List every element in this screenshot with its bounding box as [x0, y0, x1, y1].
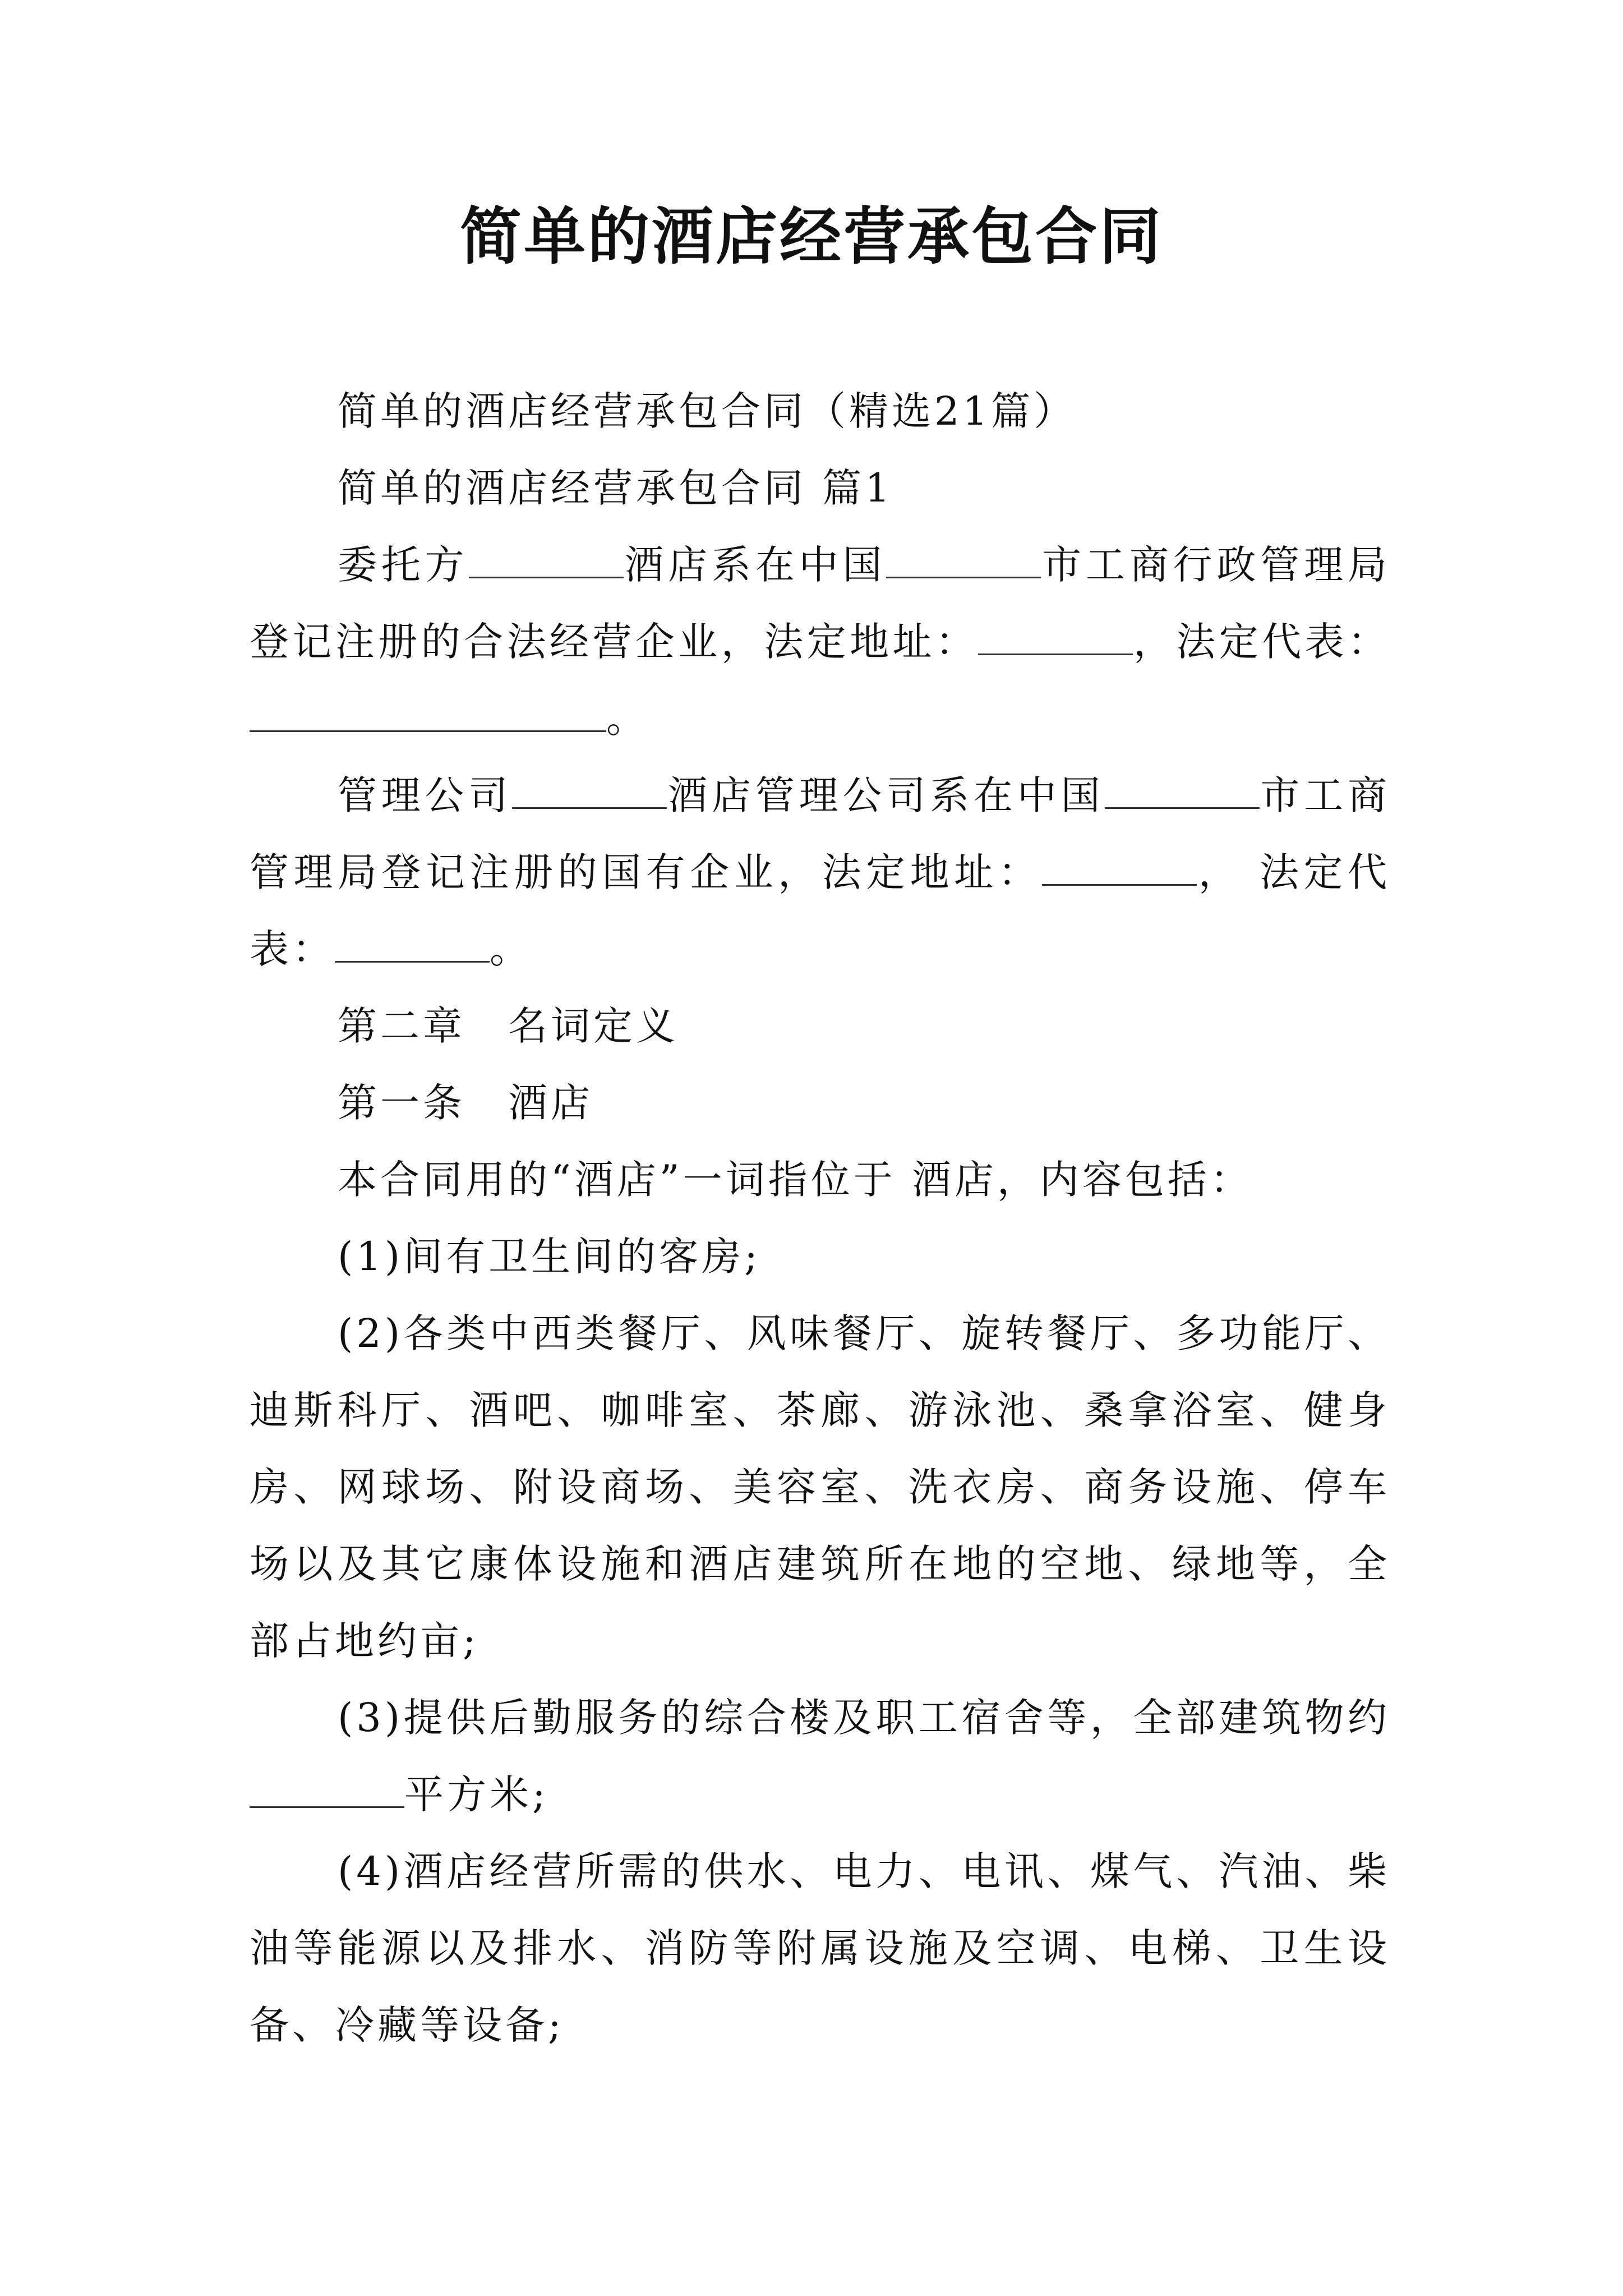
- text-segment: 。: [490, 926, 532, 972]
- paragraph-item-2: (2)各类中西类餐厅、风味餐厅、旋转餐厅、多功能厅、迪斯科厅、酒吧、咖啡室、茶廊、游泳池、桑拿浴室、健身房、网球场、附设商场、美容室、洗衣房、商务设施、停车场以及其它康体设施和酒店建筑所在地的空地、绿地等，全部占地约亩;: [250, 1310, 1390, 1664]
- blank-line: [512, 772, 667, 809]
- text-segment: 平方米;: [404, 1772, 549, 1818]
- paragraph-definition: 本合同用的“酒店”一词指位于 酒店，内容包括：: [338, 1157, 1253, 1203]
- blank-line: [250, 1772, 404, 1808]
- paragraph-item-1: (1)间有卫生间的客房;: [338, 1234, 761, 1280]
- blank-line: [469, 542, 624, 578]
- paragraph-subtitle: 简单的酒店经营承包合同（精选21篇）: [338, 388, 1077, 434]
- paragraph-item-4: (4)酒店经营所需的供水、电力、电讯、煤气、汽油、柴油等能源以及排水、消防等附属设施及空调、电梯、卫生设备、冷藏等设备;: [250, 1848, 1390, 2048]
- document-title: 简单的酒店经营承包合同: [460, 200, 1163, 273]
- text-segment: 委托方: [338, 542, 469, 588]
- paragraph-management-company: [250, 757, 1390, 988]
- blank-line: [886, 542, 1041, 578]
- blank-line: [1042, 849, 1197, 886]
- document-body: [250, 373, 1390, 2064]
- text-segment: 酒店系在中国: [623, 542, 887, 588]
- paragraph-item-3: [250, 1680, 1390, 1833]
- text-segment: 市工商行政管理局登记注册的合法经营企业，法定地址：: [250, 542, 1391, 665]
- text-segment: 管理公司: [338, 772, 513, 818]
- blank-line: [978, 619, 1133, 655]
- paragraph-section-heading: 简单的酒店经营承包合同 篇1: [338, 465, 893, 511]
- text-segment: (3)提供后勤服务的综合楼及职工宿舍等，全部建筑物约: [338, 1695, 1390, 1741]
- blank-line: [250, 696, 606, 732]
- paragraph-article-heading: 第一条 酒店: [338, 1080, 593, 1126]
- text-segment: ， 法定代表：: [250, 849, 1390, 972]
- paragraph-client: [250, 527, 1390, 757]
- paragraph-chapter-heading: 第二章 名词定义: [338, 1003, 679, 1049]
- text-segment: 市工商管理局登记注册的国有企业，法定地址：: [250, 772, 1391, 895]
- text-segment: ，法定代表：: [1133, 619, 1390, 665]
- text-segment: 。: [606, 696, 649, 742]
- text-segment: 酒店管理公司系在中国: [667, 772, 1105, 818]
- blank-line: [335, 926, 490, 963]
- blank-line: [1105, 772, 1260, 809]
